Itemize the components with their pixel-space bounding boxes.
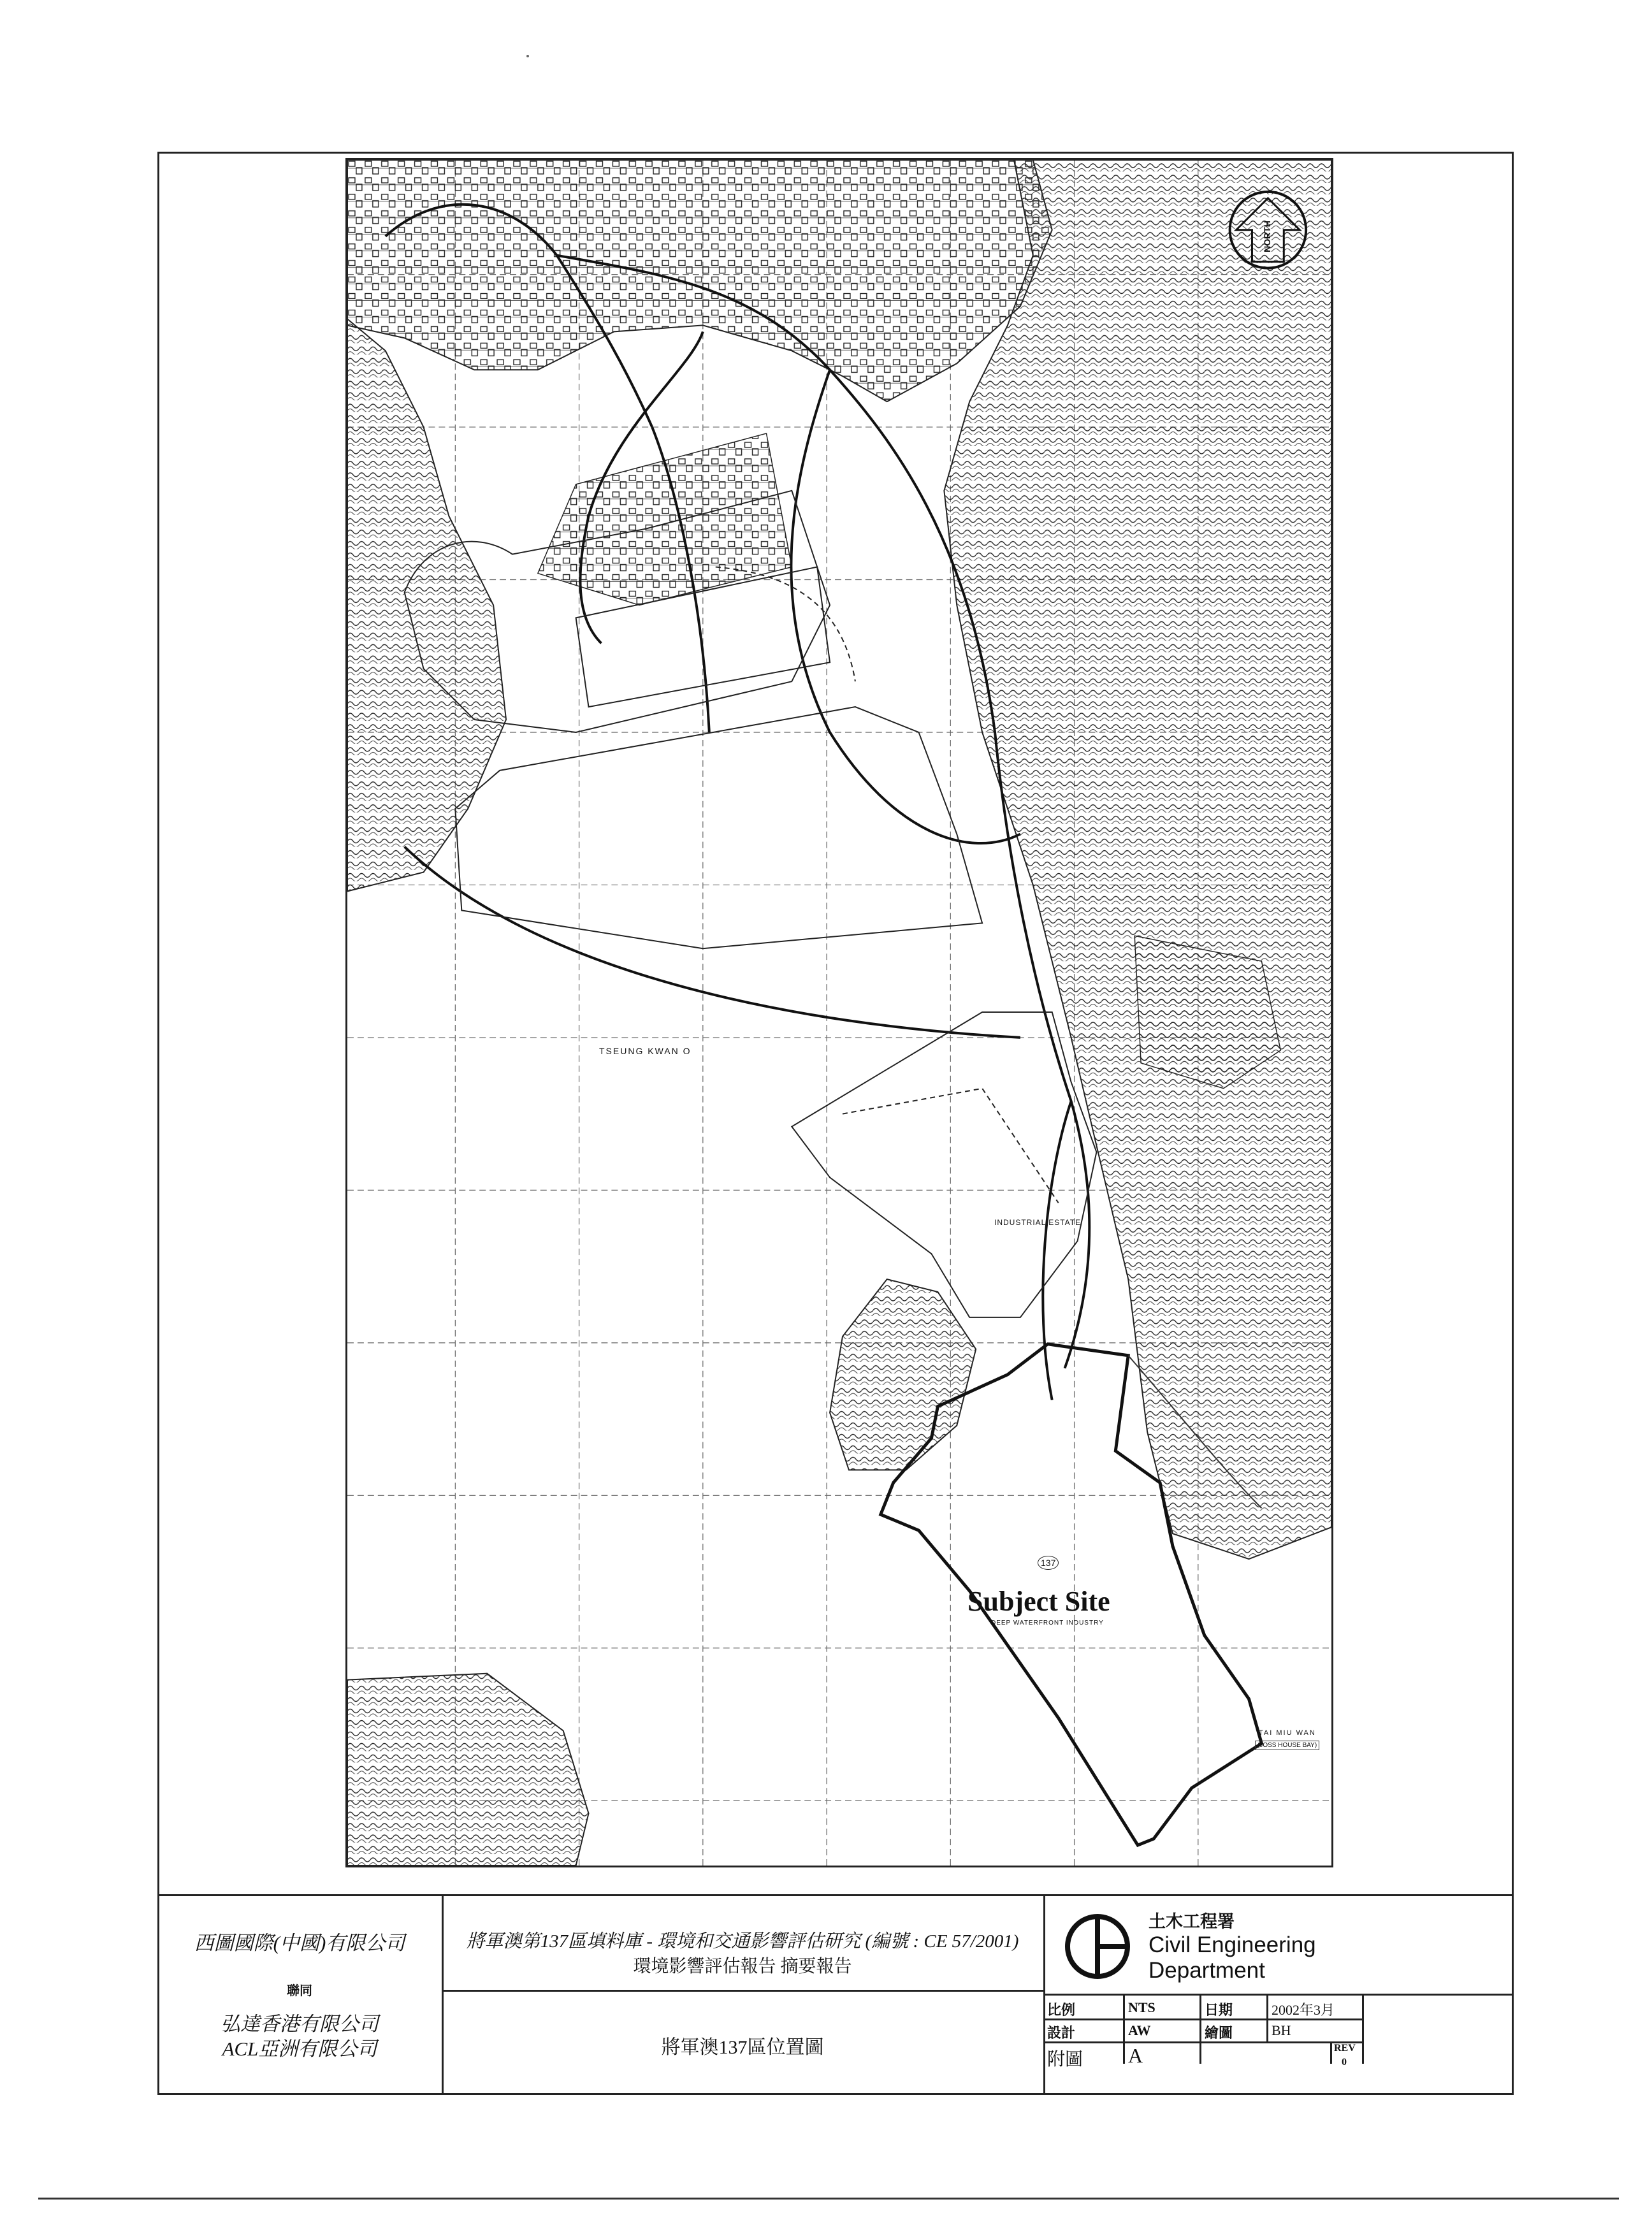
location-map[interactable] bbox=[345, 158, 1333, 1867]
department-block bbox=[1043, 1896, 1514, 1994]
design-label: 設計 bbox=[1047, 2025, 1076, 2041]
scale-label: 比例 bbox=[1047, 2002, 1076, 2018]
project-title: 將軍澳第137區填料庫 - 環境和交通影響評估研究 (編號 : CE 57/2001) bbox=[466, 1931, 1019, 1952]
ced-logo-icon bbox=[1062, 1911, 1133, 1982]
title-block bbox=[157, 1894, 1514, 2095]
department-english-1: Civil Engineering bbox=[1148, 1932, 1316, 1957]
figure-label: 附圖 bbox=[1047, 2050, 1083, 2069]
consultant-block bbox=[157, 1896, 442, 2097]
page-bottom-rule bbox=[38, 2198, 1619, 2200]
divider bbox=[1266, 1996, 1268, 2041]
divider bbox=[1043, 2041, 1362, 2043]
map-label-deep-waterfront: DEEP WATERFRONT INDUSTRY bbox=[991, 1620, 1104, 1627]
hill-terrain bbox=[347, 160, 1331, 1866]
figure-value: A bbox=[1128, 2044, 1143, 2067]
date-value: 2002年3月 bbox=[1272, 2002, 1335, 2018]
map-label-tseung-kwan-o: TSEUNG KWAN O bbox=[599, 1046, 692, 1056]
partner-name-1: 弘達香港有限公司 bbox=[221, 2013, 379, 2035]
project-block bbox=[442, 1896, 1043, 1990]
scale-value: NTS bbox=[1128, 1999, 1156, 2015]
divider bbox=[1362, 1996, 1364, 2064]
divider bbox=[1330, 2041, 1332, 2064]
design-value: AW bbox=[1128, 2022, 1151, 2038]
drawing-title-block bbox=[442, 1992, 1043, 2097]
divider bbox=[1199, 1996, 1201, 2064]
divider bbox=[1123, 1996, 1125, 2064]
drawing-info-table bbox=[1043, 1996, 1514, 2097]
department-english-2: Department bbox=[1148, 1958, 1265, 1983]
company-name: 西圖國際(中國)有限公司 bbox=[194, 1932, 405, 1954]
map-label-area-number: 137 bbox=[1038, 1556, 1059, 1570]
scan-speck bbox=[526, 55, 529, 57]
rev-label: REV bbox=[1334, 2043, 1356, 2054]
partner-name-2: ACL亞洲有限公司 bbox=[222, 2038, 377, 2060]
joint-with-label: 聯同 bbox=[287, 1984, 312, 1998]
north-arrow-label: NORTH bbox=[1261, 221, 1272, 252]
map-label-tai-miu-wan: TAI MIU WAN bbox=[1259, 1729, 1316, 1737]
drawn-value: BH bbox=[1272, 2022, 1291, 2038]
map-label-industrial-estate: INDUSTRIAL ESTATE bbox=[994, 1218, 1082, 1227]
map-label-joss-house-bay: (JOSS HOUSE BAY) bbox=[1255, 1741, 1319, 1750]
drawing-title: 將軍澳137區位置圖 bbox=[661, 2037, 824, 2058]
report-title: 環境影響評估報告 摘要報告 bbox=[633, 1957, 852, 1976]
date-label: 日期 bbox=[1205, 2002, 1233, 2018]
rev-value: 0 bbox=[1342, 2057, 1347, 2068]
subject-site-label: Subject Site bbox=[967, 1586, 1110, 1617]
map-drawing bbox=[347, 160, 1331, 1866]
department-chinese: 土木工程署 bbox=[1148, 1912, 1235, 1931]
drawn-label: 繪圖 bbox=[1205, 2025, 1233, 2041]
